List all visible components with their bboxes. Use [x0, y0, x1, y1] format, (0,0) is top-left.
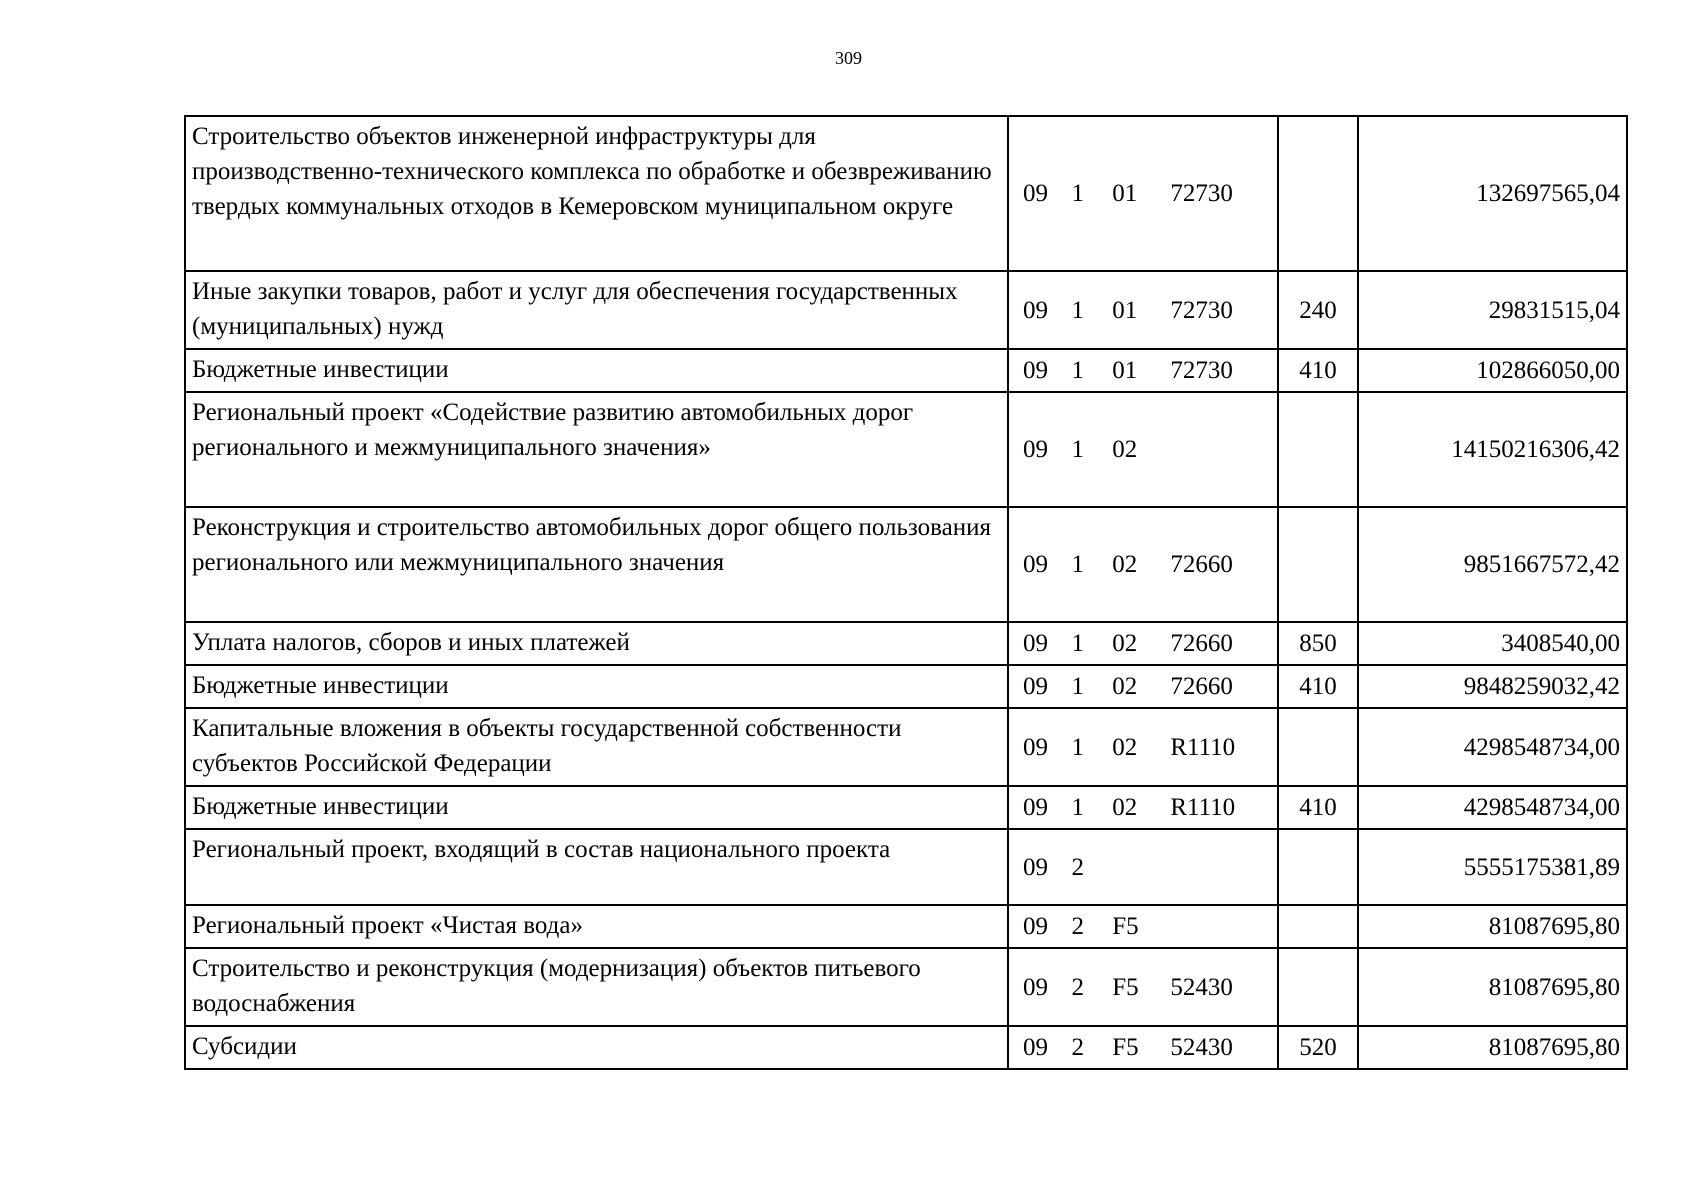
section-code: F5: [1112, 973, 1139, 1001]
subprogram-code: 1: [1071, 357, 1084, 384]
row-name: Региональный проект «Содействие развитию автомобильных дорог регионального и межмуниципального значения»: [185, 392, 1008, 507]
section-code: 02: [1112, 436, 1138, 463]
expense-type: 240: [1278, 271, 1358, 349]
section-code: 02: [1112, 733, 1138, 761]
direction-code: 72660: [1170, 630, 1233, 657]
row-name: Бюджетные инвестиции: [185, 786, 1008, 829]
table-row: [185, 708, 1627, 786]
row-amount: 5555175381,89: [1358, 829, 1627, 905]
row-code: [1008, 507, 1278, 622]
page-number: 309: [835, 48, 862, 68]
budget-table: [184, 115, 1628, 1070]
expense-type: [1278, 507, 1358, 622]
subprogram-code: 1: [1071, 630, 1084, 657]
row-name: Бюджетные инвестиции: [185, 349, 1008, 392]
expense-type: 410: [1278, 665, 1358, 708]
subprogram-code: 1: [1071, 436, 1084, 463]
section-code: 02: [1112, 551, 1138, 578]
table-row: [185, 116, 1627, 271]
subprogram-code: 1: [1071, 733, 1084, 761]
subprogram-code: 1: [1071, 296, 1084, 324]
row-amount: 4298548734,00: [1358, 786, 1627, 829]
expense-type: [1278, 116, 1358, 271]
program-code: 09: [1023, 180, 1048, 207]
row-amount: 14150216306,42: [1358, 392, 1627, 507]
direction-code: 72660: [1170, 551, 1233, 578]
table-row: [185, 622, 1627, 665]
table-row: [185, 829, 1627, 905]
direction-code: 72730: [1170, 296, 1233, 324]
section-code: 02: [1112, 630, 1138, 657]
table-row: [185, 905, 1627, 948]
direction-code: 72660: [1170, 673, 1233, 700]
row-code: [1008, 829, 1278, 905]
row-code: [1008, 948, 1278, 1026]
row-amount: 81087695,80: [1358, 948, 1627, 1026]
expense-type: 410: [1278, 786, 1358, 829]
row-amount: 81087695,80: [1358, 1026, 1627, 1069]
expense-type: [1278, 829, 1358, 905]
expense-type: [1278, 708, 1358, 786]
row-name: Субсидии: [185, 1026, 1008, 1069]
row-amount: 3408540,00: [1358, 622, 1627, 665]
subprogram-code: 2: [1071, 913, 1084, 940]
subprogram-code: 1: [1071, 551, 1084, 578]
program-code: 09: [1023, 630, 1048, 657]
row-code: [1008, 1026, 1278, 1069]
expense-type: [1278, 948, 1358, 1026]
section-code: 02: [1112, 794, 1138, 821]
table-row: [185, 948, 1627, 1026]
row-code: [1008, 786, 1278, 829]
subprogram-code: 1: [1071, 180, 1084, 207]
table-row: [185, 392, 1627, 507]
section-code: 02: [1112, 673, 1138, 700]
row-code: [1008, 708, 1278, 786]
program-code: 09: [1023, 1034, 1048, 1061]
program-code: 09: [1023, 436, 1048, 463]
row-name: Уплата налогов, сборов и иных платежей: [185, 622, 1008, 665]
subprogram-code: 2: [1071, 853, 1084, 881]
table-row: [185, 271, 1627, 349]
row-name: Региональный проект, входящий в состав национального проекта: [185, 829, 1008, 905]
row-name: Строительство объектов инженерной инфраструктуры для производственно-технического комплекса по обработке и обезвреживанию твердых коммунальных отходов в Кемеровском муниципальном округе: [185, 116, 1008, 271]
direction-code: 72730: [1170, 180, 1233, 207]
row-amount: 9848259032,42: [1358, 665, 1627, 708]
direction-code: 72730: [1170, 357, 1233, 384]
row-code: [1008, 622, 1278, 665]
row-code: [1008, 271, 1278, 349]
row-code: [1008, 116, 1278, 271]
direction-code: R1110: [1170, 733, 1236, 761]
expense-type: [1278, 392, 1358, 507]
row-amount: 81087695,80: [1358, 905, 1627, 948]
direction-code: R1110: [1170, 794, 1236, 821]
program-code: 09: [1023, 673, 1048, 700]
row-amount: 4298548734,00: [1358, 708, 1627, 786]
row-code: [1008, 905, 1278, 948]
row-code: [1008, 665, 1278, 708]
row-name: Региональный проект «Чистая вода»: [185, 905, 1008, 948]
table-row: [185, 786, 1627, 829]
table-row: [185, 665, 1627, 708]
row-amount: 29831515,04: [1358, 271, 1627, 349]
section-code: 01: [1112, 180, 1138, 207]
program-code: 09: [1023, 551, 1048, 578]
row-name: Иные закупки товаров, работ и услуг для обеспечения государственных (муниципальных) нужд: [185, 271, 1008, 349]
expense-type: [1278, 905, 1358, 948]
row-amount: 132697565,04: [1358, 116, 1627, 271]
row-name: Реконструкция и строительство автомобильных дорог общего пользования регионального или межмуниципального значения: [185, 507, 1008, 622]
program-code: 09: [1023, 296, 1048, 324]
row-name: Строительство и реконструкция (модернизация) объектов питьевого водоснабжения: [185, 948, 1008, 1026]
section-code: 01: [1112, 357, 1138, 384]
subprogram-code: 2: [1071, 1034, 1084, 1061]
expense-type: 850: [1278, 622, 1358, 665]
row-amount: 9851667572,42: [1358, 507, 1627, 622]
program-code: 09: [1023, 973, 1048, 1001]
program-code: 09: [1023, 913, 1048, 940]
program-code: 09: [1023, 733, 1048, 761]
table-row: [185, 349, 1627, 392]
section-code: 01: [1112, 296, 1138, 324]
expense-type: 410: [1278, 349, 1358, 392]
direction-code: 52430: [1170, 973, 1233, 1001]
section-code: F5: [1112, 913, 1139, 940]
expense-type: 520: [1278, 1026, 1358, 1069]
direction-code: 52430: [1170, 1034, 1233, 1061]
row-amount: 102866050,00: [1358, 349, 1627, 392]
program-code: 09: [1023, 357, 1048, 384]
row-name: Бюджетные инвестиции: [185, 665, 1008, 708]
subprogram-code: 2: [1071, 973, 1084, 1001]
table-row: [185, 507, 1627, 622]
row-code: [1008, 392, 1278, 507]
subprogram-code: 1: [1071, 673, 1084, 700]
program-code: 09: [1023, 853, 1048, 881]
subprogram-code: 1: [1071, 794, 1084, 821]
section-code: F5: [1112, 1034, 1139, 1061]
table-row: [185, 1026, 1627, 1069]
row-code: [1008, 349, 1278, 392]
program-code: 09: [1023, 794, 1048, 821]
row-name: Капитальные вложения в объекты государственной собственности субъектов Российской Федерации: [185, 708, 1008, 786]
